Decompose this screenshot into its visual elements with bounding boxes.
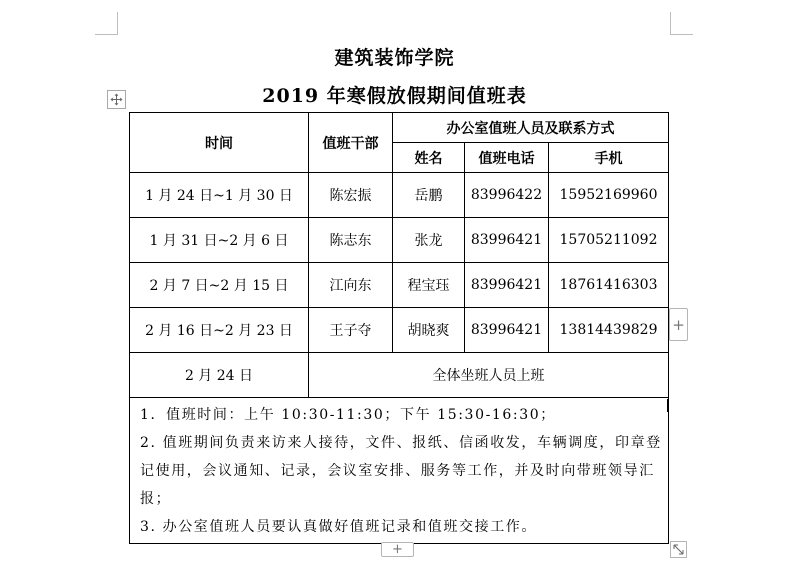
note-item: 1．值班时间：上午 10:30-11:30；下午 15:30-16:30； [140,407,556,423]
document-subtitle: 2019 年寒假放假期间值班表 [262,85,527,107]
cell-cadre: 王子夺 [309,308,393,353]
note-item: 2. 值班期间负责来访来人接待，文件、报纸、信函收发，车辆调度，印章登记使用，会议通知、记录，会议室安排、服务等工作，并及时向带班领导汇报； [140,435,662,507]
cell-duty-phone: 83996421 [465,218,549,263]
cell-name: 岳鹏 [393,173,465,218]
note-item: 3. 办公室值班人员要认真做好值班记录和值班交接工作。 [140,519,538,535]
header-name: 姓名 [393,143,465,173]
cell-mobile: 15952169960 [549,173,669,218]
cell-duty-phone: 83996421 [465,308,549,353]
cell-mobile: 13814439829 [549,308,669,353]
document-title: 建筑装饰学院 [334,47,455,69]
cell-name: 张龙 [393,218,465,263]
move-arrows-icon [110,93,123,106]
cell-period: 2 月 16 日~2 月 23 日 [130,308,309,353]
header-time: 时间 [130,113,309,173]
cell-period: 1 月 24 日~1 月 30 日 [130,173,309,218]
table-row [130,263,669,308]
add-column-button[interactable]: + [669,308,688,341]
cell-mobile: 15705211092 [549,218,669,263]
table-row [130,173,669,218]
table-resize-handle[interactable] [670,541,687,558]
cell-period: 2 月 24 日 [130,353,309,398]
cell-duty-phone: 83996422 [465,173,549,218]
header-office-staff: 办公室值班人员及联系方式 [393,113,669,143]
cell-duty-phone: 83996421 [465,263,549,308]
page-corner-mark-left [95,12,118,35]
notes-row [130,398,669,544]
header-duty-phone: 值班电话 [465,143,549,173]
page-corner-mark-right [670,12,693,35]
cell-name: 程宝珏 [393,263,465,308]
cell-name: 胡晓爽 [393,308,465,353]
cell-period: 1 月 31 日~2 月 6 日 [130,218,309,263]
header-mobile: 手机 [549,143,669,173]
header-cadre: 值班干部 [309,113,393,173]
cell-cadre: 陈宏振 [309,173,393,218]
table-row-final [130,353,669,398]
resize-diagonal-icon [673,544,684,555]
add-row-button[interactable]: + [381,542,414,557]
table-move-handle[interactable] [107,90,126,109]
duty-schedule-table [129,112,669,544]
cell-cadre: 陈志东 [309,218,393,263]
cell-all-staff-note: 全体坐班人员上班 [309,353,669,398]
text-cursor [667,399,669,412]
cell-period: 2 月 7 日~2 月 15 日 [130,263,309,308]
cell-mobile: 18761416303 [549,263,669,308]
table-row [130,218,669,263]
notes-cell [130,398,669,544]
table-row [130,308,669,353]
cell-cadre: 江向东 [309,263,393,308]
